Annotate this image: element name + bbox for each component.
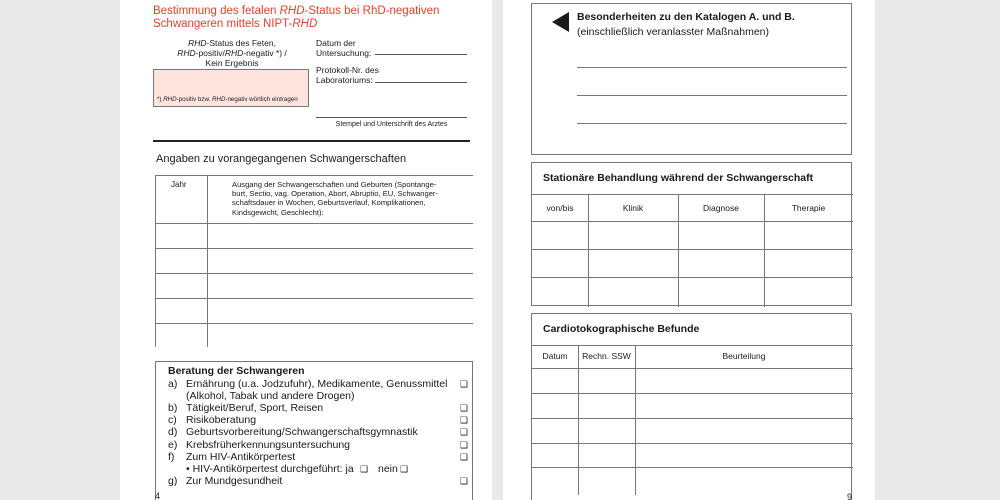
hiv-yes-checkbox[interactable]: ❑	[360, 464, 369, 475]
notes-line[interactable]	[577, 123, 847, 124]
item-text: Zum HIV-Antikörpertest	[186, 450, 296, 463]
stamp-label: Stempel und Unterschrift des Arztes	[335, 121, 448, 128]
item-letter: c)	[168, 414, 177, 427]
counselling-item	[168, 451, 468, 463]
special-notes-box	[531, 3, 852, 155]
column-header-therapy: Therapie	[791, 203, 826, 213]
stamp-signature-line[interactable]	[316, 117, 467, 118]
item-letter: e)	[168, 438, 178, 451]
column-header-gestational-week: Rechn. SSW	[582, 351, 631, 361]
checkbox[interactable]: ❑	[459, 428, 468, 439]
left-page	[120, 0, 492, 500]
item-text: Risikoberatung	[186, 414, 257, 427]
column-header-outcome: Ausgang der Schwangerschaften und Geburten (Spontange- burt, Sectio, vag. Operation, Abort, Abruptio, EU, Schwanger- schaftsdauer in Wochen, Geburtsverlauf, Komplikationen, Kindsgewicht, Geschlecht):	[232, 180, 438, 217]
inpatient-table	[531, 162, 852, 306]
column-header-assessment: Beurteilung	[722, 351, 766, 361]
item-text: Zur Mundgesundheit	[186, 474, 283, 487]
special-notes-subtitle: (einschließlich veranlasster Maßnahmen)	[577, 26, 769, 38]
column-header-year: Jahr	[171, 180, 187, 189]
counselling-item	[168, 426, 468, 438]
hiv-no-label: nein	[378, 462, 398, 475]
item-letter: g)	[168, 474, 178, 487]
checkbox[interactable]: ❑	[459, 452, 468, 463]
counselling-item	[168, 378, 468, 390]
item-text: Ernährung (u.a. Jodzufuhr), Medikamente, Genussmittel	[186, 378, 448, 390]
checkbox[interactable]: ❑	[459, 476, 468, 487]
checkbox[interactable]: ❑	[459, 404, 468, 415]
date-label: Datum der Untersuchung:	[316, 38, 372, 58]
item-text: Krebsfrüherkennungsuntersuchung	[186, 438, 351, 451]
counselling-title: Beratung der Schwangeren	[168, 365, 305, 377]
protocol-label: Protokoll-Nr. des Laboratoriums:	[316, 65, 379, 85]
item-text: Geburtsvorbereitung/Schwangerschaftsgymnastik	[186, 426, 418, 439]
counselling-item	[168, 414, 468, 426]
counselling-item	[168, 402, 468, 414]
page-number: 9	[847, 492, 853, 500]
previous-pregnancies-table	[155, 175, 473, 347]
item-text: • HIV-Antikörpertest durchgeführt: ja	[186, 462, 354, 475]
column-header-period: von/bis	[546, 203, 574, 213]
rhd-heading: Bestimmung des fetalen RHD-Status bei RhD-negativen Schwangeren mittels NIPT-RHD	[153, 5, 440, 30]
notes-line[interactable]	[577, 95, 847, 96]
ctg-title: Cardiotokographische Befunde	[543, 323, 700, 335]
page-number: 4	[155, 491, 161, 500]
inpatient-title: Stationäre Behandlung während der Schwangerschaft	[543, 172, 814, 184]
notes-line[interactable]	[577, 67, 847, 68]
column-header-clinic: Klinik	[622, 203, 644, 213]
previous-pregnancies-title: Angaben zu vorangegangenen Schwangerschaften	[156, 153, 407, 165]
rhd-status-label: RHD-Status des Feten, RHD-positiv/RHD-negativ *) / Kein Ergebnis	[177, 38, 287, 68]
rhd-status-field[interactable]	[153, 69, 309, 107]
item-letter: a)	[168, 378, 178, 390]
item-letter: d)	[168, 426, 178, 439]
column-header-date: Datum	[542, 351, 568, 361]
counselling-item	[168, 390, 468, 402]
item-text: Tätigkeit/Beruf, Sport, Reisen	[186, 402, 324, 415]
counselling-item	[168, 463, 468, 475]
checkbox[interactable]: ❑	[459, 440, 468, 451]
special-notes-title: Besonderheiten zu den Katalogen A. und B.	[577, 11, 795, 23]
date-field-line[interactable]	[375, 54, 467, 55]
triangle-left-icon	[552, 12, 569, 32]
right-page	[503, 0, 875, 500]
item-letter: f)	[168, 450, 175, 463]
ctg-table	[531, 313, 852, 500]
counselling-item	[168, 475, 468, 487]
item-text: (Alkohol, Tabak und andere Drogen)	[186, 390, 355, 403]
protocol-field-line[interactable]	[375, 82, 467, 83]
counselling-box	[155, 361, 473, 500]
section-divider	[153, 140, 470, 142]
hiv-no-checkbox[interactable]: ❑	[400, 464, 409, 475]
item-letter: b)	[168, 402, 178, 415]
rhd-footnote: *) RHD-positiv bzw. RHD-negativ wörtlich eintragen	[157, 96, 298, 103]
column-header-diagnosis: Diagnose	[703, 203, 739, 213]
checkbox[interactable]: ❑	[459, 380, 468, 390]
counselling-item	[168, 439, 468, 451]
checkbox[interactable]: ❑	[459, 416, 468, 427]
